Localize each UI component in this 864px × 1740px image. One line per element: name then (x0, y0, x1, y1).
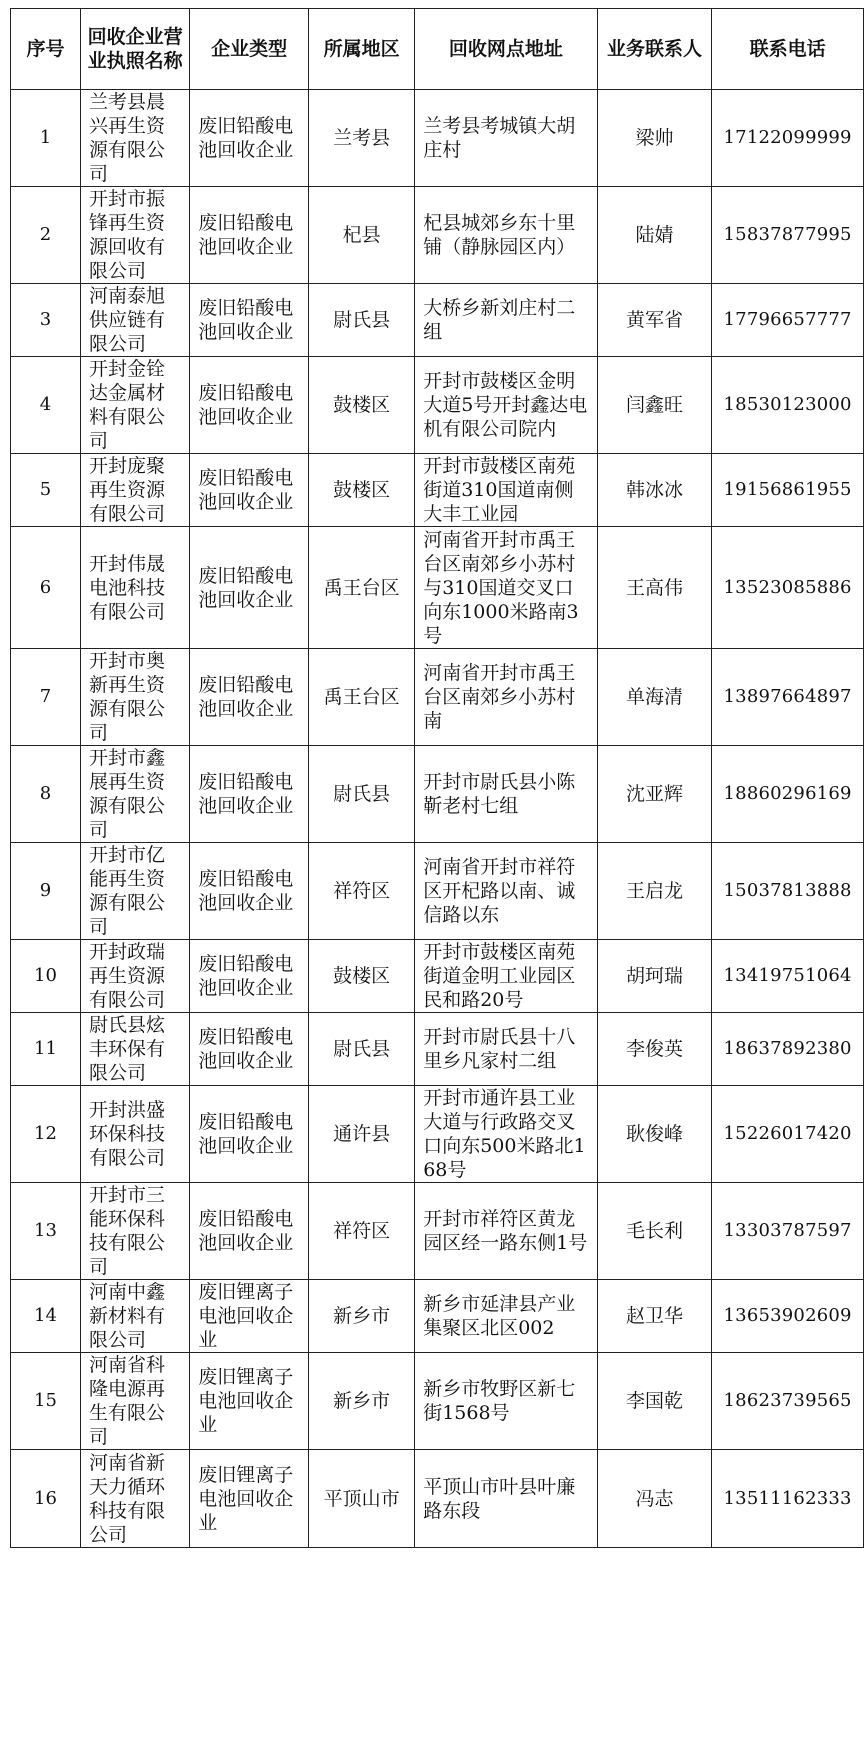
cell-name: 开封市鑫展再生资源有限公司 (81, 746, 190, 843)
table-row (11, 1086, 864, 1183)
cell-region: 禹王台区 (309, 649, 415, 746)
cell-type: 废旧铅酸电池回收企业 (190, 187, 309, 284)
cell-seq: 8 (11, 746, 81, 843)
cell-address: 开封市通许县工业大道与行政路交叉口向东500米路北168号 (415, 1086, 597, 1183)
cell-name: 开封政瑞再生资源有限公司 (81, 940, 190, 1013)
cell-contact: 王高伟 (597, 527, 712, 649)
cell-type: 废旧铅酸电池回收企业 (190, 454, 309, 527)
cell-region: 尉氏县 (309, 1013, 415, 1086)
cell-address: 新乡市牧野区新七街1568号 (415, 1353, 597, 1450)
cell-region: 尉氏县 (309, 746, 415, 843)
cell-contact: 耿俊峰 (597, 1086, 712, 1183)
cell-region: 鼓楼区 (309, 454, 415, 527)
header-seq: 序号 (11, 9, 81, 90)
cell-region: 杞县 (309, 187, 415, 284)
table-row (11, 843, 864, 940)
cell-name: 河南省科隆电源再生有限公司 (81, 1353, 190, 1450)
cell-phone: 15837877995 (712, 187, 864, 284)
cell-type: 废旧铅酸电池回收企业 (190, 746, 309, 843)
cell-seq: 15 (11, 1353, 81, 1450)
cell-phone: 15037813888 (712, 843, 864, 940)
cell-contact: 沈亚辉 (597, 746, 712, 843)
recycling-enterprise-table (10, 8, 864, 1548)
cell-phone: 13523085886 (712, 527, 864, 649)
cell-contact: 毛长利 (597, 1183, 712, 1280)
header-contact: 业务联系人 (597, 9, 712, 90)
cell-seq: 5 (11, 454, 81, 527)
table-row (11, 454, 864, 527)
cell-seq: 9 (11, 843, 81, 940)
table-row (11, 1013, 864, 1086)
cell-address: 开封市祥符区黄龙园区经一路东侧1号 (415, 1183, 597, 1280)
cell-seq: 3 (11, 284, 81, 357)
header-type: 企业类型 (190, 9, 309, 90)
header-region: 所属地区 (309, 9, 415, 90)
cell-name: 开封市三能环保科技有限公司 (81, 1183, 190, 1280)
cell-name: 开封市振锋再生资源回收有限公司 (81, 187, 190, 284)
cell-phone: 13419751064 (712, 940, 864, 1013)
cell-address: 杞县城郊乡东十里铺（静脉园区内） (415, 187, 597, 284)
cell-phone: 17796657777 (712, 284, 864, 357)
table-row (11, 940, 864, 1013)
table-container (10, 8, 864, 1548)
cell-type: 废旧锂离子电池回收企业 (190, 1450, 309, 1548)
cell-contact: 王启龙 (597, 843, 712, 940)
table-row (11, 187, 864, 284)
cell-phone: 13511162333 (712, 1450, 864, 1548)
cell-region: 尉氏县 (309, 284, 415, 357)
cell-address: 新乡市延津县产业集聚区北区002 (415, 1280, 597, 1353)
cell-name: 开封金铨达金属材料有限公司 (81, 357, 190, 454)
cell-address: 开封市尉氏县十八里乡凡家村二组 (415, 1013, 597, 1086)
cell-region: 兰考县 (309, 90, 415, 187)
cell-phone: 18637892380 (712, 1013, 864, 1086)
cell-region: 祥符区 (309, 843, 415, 940)
cell-phone: 17122099999 (712, 90, 864, 187)
cell-name: 开封伟晟电池科技有限公司 (81, 527, 190, 649)
cell-type: 废旧铅酸电池回收企业 (190, 357, 309, 454)
cell-region: 新乡市 (309, 1280, 415, 1353)
cell-address: 大桥乡新刘庄村二组 (415, 284, 597, 357)
cell-seq: 16 (11, 1450, 81, 1548)
cell-contact: 胡珂瑞 (597, 940, 712, 1013)
table-row (11, 527, 864, 649)
cell-seq: 10 (11, 940, 81, 1013)
cell-contact: 李俊英 (597, 1013, 712, 1086)
cell-type: 废旧铅酸电池回收企业 (190, 843, 309, 940)
cell-name: 河南中鑫新材料有限公司 (81, 1280, 190, 1353)
table-row (11, 357, 864, 454)
cell-name: 开封庞聚再生资源有限公司 (81, 454, 190, 527)
cell-type: 废旧铅酸电池回收企业 (190, 527, 309, 649)
cell-name: 尉氏县炫丰环保有限公司 (81, 1013, 190, 1086)
cell-phone: 13897664897 (712, 649, 864, 746)
cell-type: 废旧铅酸电池回收企业 (190, 1086, 309, 1183)
table-body (11, 90, 864, 1548)
cell-contact: 闫鑫旺 (597, 357, 712, 454)
cell-type: 废旧铅酸电池回收企业 (190, 1183, 309, 1280)
cell-name: 开封市奥新再生资源有限公司 (81, 649, 190, 746)
header-address: 回收网点地址 (415, 9, 597, 90)
cell-phone: 19156861955 (712, 454, 864, 527)
cell-phone: 18860296169 (712, 746, 864, 843)
header-name: 回收企业营业执照名称 (81, 9, 190, 90)
table-row (11, 284, 864, 357)
cell-name: 开封洪盛环保科技有限公司 (81, 1086, 190, 1183)
cell-region: 禹王台区 (309, 527, 415, 649)
cell-name: 兰考县晨兴再生资源有限公司 (81, 90, 190, 187)
cell-phone: 18530123000 (712, 357, 864, 454)
table-row (11, 90, 864, 187)
cell-address: 河南省开封市禹王台区南郊乡小苏村南 (415, 649, 597, 746)
cell-contact: 单海清 (597, 649, 712, 746)
cell-region: 新乡市 (309, 1353, 415, 1450)
cell-address: 开封市鼓楼区南苑街道310国道南侧大丰工业园 (415, 454, 597, 527)
cell-seq: 6 (11, 527, 81, 649)
cell-type: 废旧铅酸电池回收企业 (190, 90, 309, 187)
cell-seq: 4 (11, 357, 81, 454)
cell-phone: 18623739565 (712, 1353, 864, 1450)
cell-seq: 2 (11, 187, 81, 284)
header-row (11, 9, 864, 90)
table-row (11, 1450, 864, 1548)
cell-type: 废旧铅酸电池回收企业 (190, 284, 309, 357)
cell-phone: 13303787597 (712, 1183, 864, 1280)
cell-name: 开封市亿能再生资源有限公司 (81, 843, 190, 940)
cell-seq: 14 (11, 1280, 81, 1353)
cell-seq: 12 (11, 1086, 81, 1183)
cell-contact: 李国乾 (597, 1353, 712, 1450)
cell-phone: 13653902609 (712, 1280, 864, 1353)
table-row (11, 1280, 864, 1353)
cell-name: 河南省新天力循环科技有限公司 (81, 1450, 190, 1548)
cell-type: 废旧锂离子电池回收企业 (190, 1353, 309, 1450)
cell-contact: 陆婧 (597, 187, 712, 284)
cell-seq: 7 (11, 649, 81, 746)
cell-address: 开封市尉氏县小陈靳老村七组 (415, 746, 597, 843)
cell-seq: 1 (11, 90, 81, 187)
cell-phone: 15226017420 (712, 1086, 864, 1183)
cell-contact: 冯志 (597, 1450, 712, 1548)
cell-type: 废旧铅酸电池回收企业 (190, 1013, 309, 1086)
table-row (11, 649, 864, 746)
cell-contact: 赵卫华 (597, 1280, 712, 1353)
cell-address: 河南省开封市禹王台区南郊乡小苏村与310国道交叉口向东1000米路南3号 (415, 527, 597, 649)
cell-contact: 梁帅 (597, 90, 712, 187)
cell-region: 鼓楼区 (309, 357, 415, 454)
cell-seq: 11 (11, 1013, 81, 1086)
cell-region: 通许县 (309, 1086, 415, 1183)
cell-address: 兰考县考城镇大胡庄村 (415, 90, 597, 187)
table-row (11, 1183, 864, 1280)
cell-contact: 黄军省 (597, 284, 712, 357)
table-row (11, 746, 864, 843)
cell-region: 平顶山市 (309, 1450, 415, 1548)
table-row (11, 1353, 864, 1450)
cell-type: 废旧铅酸电池回收企业 (190, 940, 309, 1013)
header-phone: 联系电话 (712, 9, 864, 90)
cell-seq: 13 (11, 1183, 81, 1280)
cell-region: 鼓楼区 (309, 940, 415, 1013)
cell-address: 河南省开封市祥符区开杞路以南、诚信路以东 (415, 843, 597, 940)
cell-contact: 韩冰冰 (597, 454, 712, 527)
cell-address: 平顶山市叶县叶廉路东段 (415, 1450, 597, 1548)
cell-address: 开封市鼓楼区金明大道5号开封鑫达电机有限公司院内 (415, 357, 597, 454)
cell-type: 废旧铅酸电池回收企业 (190, 649, 309, 746)
cell-address: 开封市鼓楼区南苑街道金明工业园区民和路20号 (415, 940, 597, 1013)
cell-type: 废旧锂离子电池回收企业 (190, 1280, 309, 1353)
cell-region: 祥符区 (309, 1183, 415, 1280)
cell-name: 河南泰旭供应链有限公司 (81, 284, 190, 357)
